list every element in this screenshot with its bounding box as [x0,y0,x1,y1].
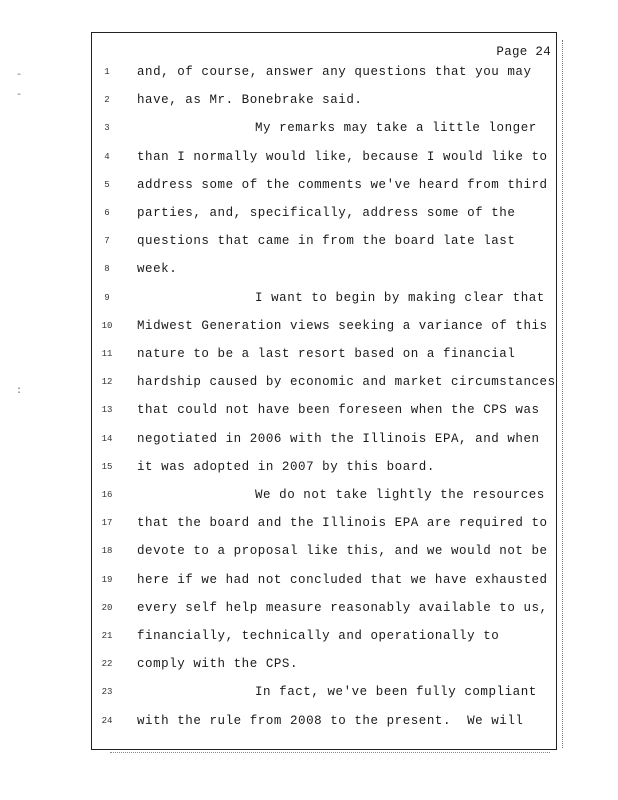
transcript-line [0,432,618,452]
line-text: it was adopted in 2007 by this board. [137,459,435,474]
transcript-line [0,206,618,226]
line-number: 2 [104,95,110,106]
transcript-line [0,291,618,311]
line-number: 23 [101,687,113,698]
line-text: financially, technically and operationally to [137,629,500,643]
line-number: 8 [104,264,110,275]
line-text: questions that came in from the board late last [137,234,516,249]
line-number: 21 [101,631,113,641]
margin-mark: - [16,90,23,101]
line-text: Midwest Generation views seeking a variance of this [137,318,548,333]
line-number: 10 [101,320,113,331]
transcript-line [0,629,618,649]
margin-mark: - [16,70,23,81]
transcript-line [0,573,618,593]
transcript-line [0,685,618,705]
transcript-line [0,347,618,367]
page-number-header: Page 24 [496,45,551,59]
line-number: 7 [104,236,110,247]
line-number: 20 [101,602,113,613]
transcript-line [0,601,618,621]
line-text: week. [137,262,178,277]
transcript-line [0,657,618,677]
transcript-line [0,516,618,536]
line-text: that could not have been foreseen when the CPS was [137,403,540,418]
line-number: 3 [104,123,110,134]
line-text: In fact, we've been fully compliant [255,685,537,700]
margin-mark: : [16,386,23,397]
line-text: negotiated in 2006 with the Illinois EPA, and when [137,431,540,446]
transcript-line [0,121,618,141]
line-text: here if we had not concluded that we have exhausted [137,572,548,587]
line-number: 4 [104,151,110,162]
line-number: 5 [104,179,110,190]
line-text: I want to begin by making clear that [255,290,545,305]
line-number: 18 [101,546,113,557]
line-text: devote to a proposal like this, and we would not be [137,544,548,559]
line-number: 11 [101,349,113,359]
line-number: 22 [101,659,113,670]
line-number: 19 [101,574,113,585]
line-number: 1 [104,67,110,77]
transcript-line [0,375,618,395]
transcript-line [0,178,618,198]
transcript-line [0,65,618,85]
page-bottom-rule [110,752,550,753]
line-number: 13 [101,405,113,416]
transcript-line [0,488,618,508]
line-number: 16 [101,490,113,500]
line-text: every self help measure reasonably available to us, [137,600,548,615]
line-text: hardship caused by economic and market circumstances [137,375,556,390]
line-text: and, of course, answer any questions that you may [137,65,532,79]
line-text: nature to be a last resort based on a financial [137,347,516,361]
line-text: We do not take lightly the resources [255,488,545,502]
transcript-line [0,319,618,339]
line-text: with the rule from 2008 to the present. We will [137,713,524,728]
transcript-line [0,262,618,282]
transcript-line [0,460,618,480]
transcript-line [0,714,618,734]
transcript-line [0,150,618,170]
line-text: comply with the CPS. [137,657,299,672]
transcript-line [0,544,618,564]
line-number: 17 [101,518,113,529]
line-text: have, as Mr. Bonebrake said. [137,93,363,108]
transcript-line [0,93,618,113]
line-number: 9 [104,292,110,303]
line-text: than I normally would like, because I would like to [137,149,548,164]
transcript-line [0,234,618,254]
line-number: 6 [104,208,110,218]
line-text: parties, and, specifically, address some of the [137,206,516,220]
line-number: 12 [101,377,113,388]
line-text: address some of the comments we've heard from third [137,177,548,192]
line-number: 24 [101,715,113,726]
line-text: that the board and the Illinois EPA are required to [137,516,548,531]
line-number: 14 [101,433,113,444]
transcript-line [0,403,618,423]
line-text: My remarks may take a little longer [255,121,537,136]
line-number: 15 [101,461,113,472]
